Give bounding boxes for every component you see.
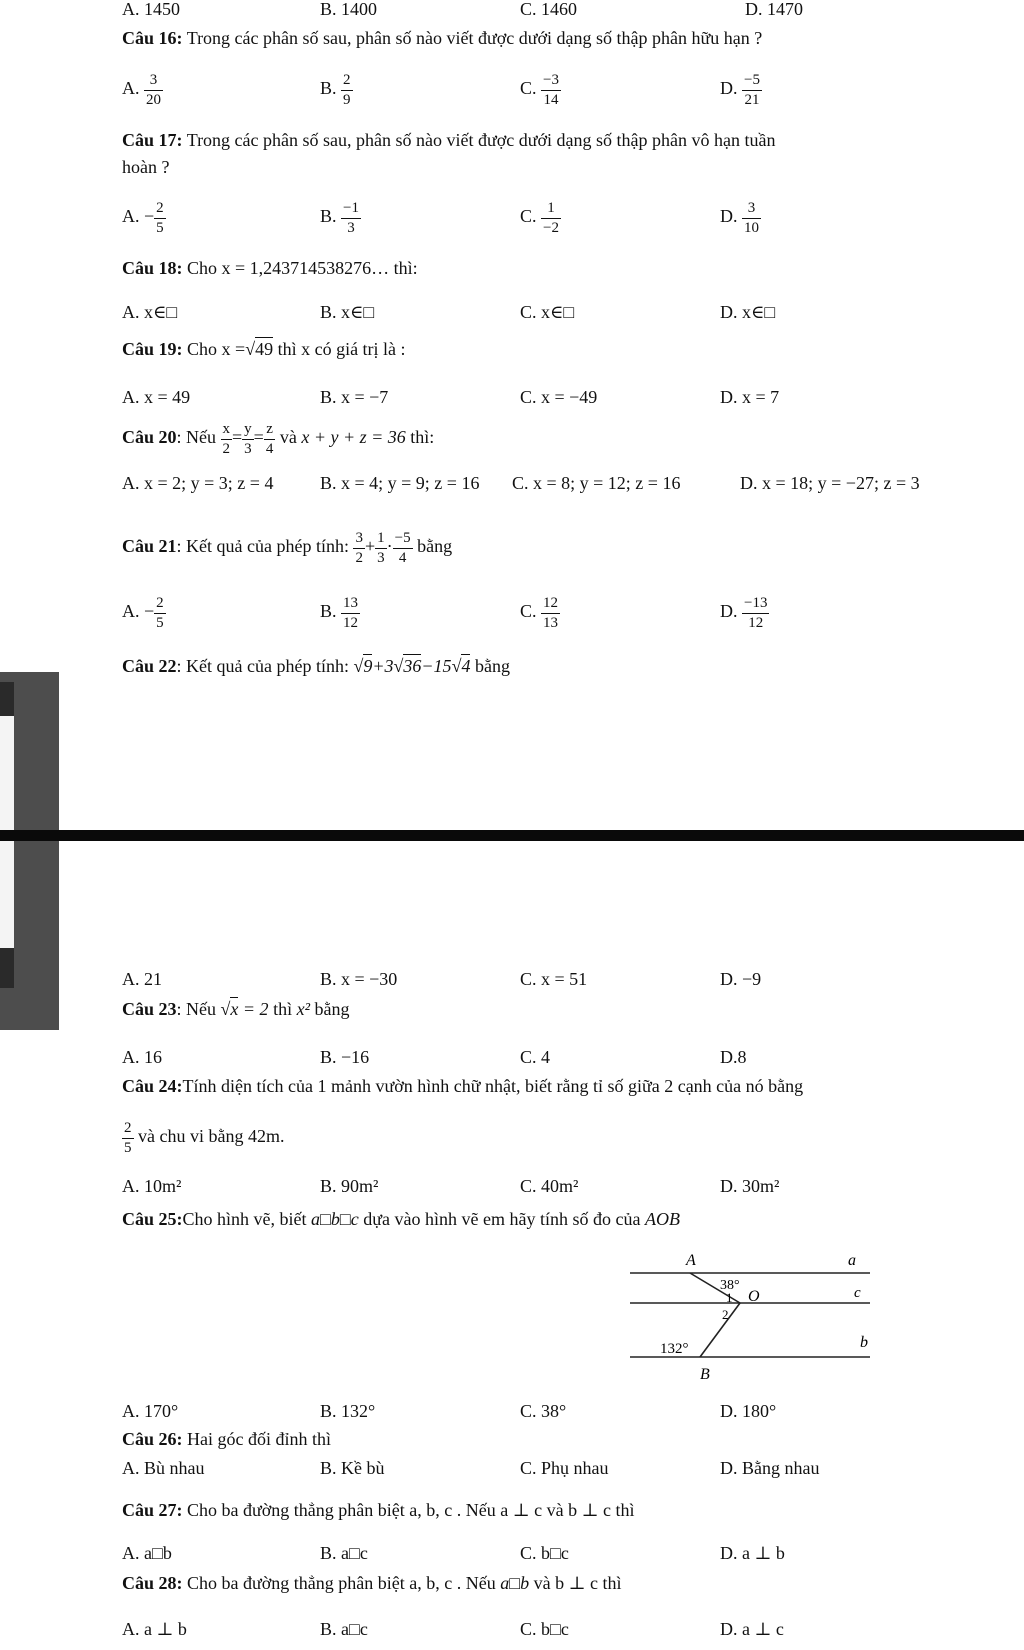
label-angle-2: 2	[722, 1307, 729, 1322]
q17-option-d: D. $\frac{3}{10}$	[720, 200, 759, 236]
question-23: Câu 23: Nếu √x = 2 thì x² bằng	[122, 999, 350, 1019]
q16-option-a: A. $\frac{3}{20}$	[122, 72, 161, 108]
q24-option-d: D. 30m²	[720, 1176, 780, 1196]
q24-option-b: B. 90m²	[320, 1176, 379, 1196]
top-option-d: D. 1470	[745, 0, 803, 19]
q26-option-c: C. Phụ nhau	[520, 1458, 609, 1478]
q18-option-a: A. x∈□	[122, 302, 178, 322]
q17-option-c: C. $\frac{1}{-2}$	[520, 200, 559, 236]
label-O: O	[748, 1288, 760, 1305]
question-17: Câu 17: Trong các phân số sau, phân số nào viết được dưới dạng số thập phân vô hạn tuần	[122, 130, 776, 150]
q20-option-b: B. x = 4; y = 9; z = 16	[320, 473, 480, 493]
q18-option-d: D. x∈□	[720, 302, 776, 322]
side-panel-strip	[0, 716, 14, 968]
top-option-c: C. 1460	[520, 0, 578, 19]
q27-option-b: B. a□c	[320, 1543, 368, 1563]
question-24-line2: $\frac{2}{5}$ và chu vi bằng 42m.	[124, 1120, 285, 1156]
q19-option-a: A. x = 49	[122, 387, 191, 407]
q25-option-b: B. 132°	[320, 1401, 376, 1421]
q25-option-c: C. 38°	[520, 1401, 567, 1421]
label-b: b	[860, 1334, 868, 1351]
q18-option-b: B. x∈□	[320, 302, 375, 322]
q22-option-a: A. 21	[122, 969, 162, 989]
q28-option-d: D. a ⊥ c	[720, 1619, 784, 1639]
question-26: Câu 26: Hai góc đối đỉnh thì	[122, 1429, 331, 1449]
parallel-lines-figure	[620, 1245, 880, 1385]
q23-option-b: B. −16	[320, 1047, 370, 1067]
q19-option-d: D. x = 7	[720, 387, 780, 407]
question-16	[122, 29, 762, 47]
question-label: Câu 16:	[122, 28, 183, 48]
q21-option-a: A. − $\frac{2}{5}$	[122, 595, 164, 631]
q17-option-a: A. − $\frac{2}{5}$	[122, 200, 164, 236]
q19-option-c: C. x = −49	[520, 387, 598, 407]
q21-option-d: D. $\frac{-13}{12}$	[720, 595, 768, 631]
q23-option-c: C. 4	[520, 1047, 551, 1067]
q22-option-b: B. x = −30	[320, 969, 398, 989]
q28-option-b: B. a□c	[320, 1619, 368, 1639]
q16-option-d: D. $\frac{-5}{21}$	[720, 72, 760, 108]
question-19: Câu 19: Cho x =√49 thì x có giá trị là :	[122, 339, 406, 359]
question-24: Câu 24:Tính diện tích của 1 mảnh vườn hình chữ nhật, biết rằng tỉ số giữa 2 cạnh của nó bằng	[122, 1076, 804, 1096]
label-angle-132: 132°	[660, 1341, 689, 1357]
q27-option-c: C. b□c	[520, 1543, 569, 1563]
question-20: Câu 20: Nếu $\frac{x}{2}$ = $\frac{y}{3}$ = $\frac{z}{4}$ và x + y + z = 36 thì:	[122, 421, 435, 457]
q24-option-c: C. 40m²	[520, 1176, 579, 1196]
q24-option-a: A. 10m²	[122, 1176, 182, 1196]
q25-option-a: A. 170°	[122, 1401, 179, 1421]
q23-option-d: D.8	[720, 1047, 747, 1067]
q16-option-c: C. $\frac{-3}{14}$	[520, 72, 559, 108]
q19-option-b: B. x = −7	[320, 387, 389, 407]
label-A: A	[686, 1252, 696, 1269]
q20-option-a: A. x = 2; y = 3; z = 4	[122, 473, 274, 493]
page-divider-bar	[0, 830, 1024, 841]
label-B: B	[700, 1366, 710, 1383]
q27-option-a: A. a□b	[122, 1543, 172, 1563]
question-21: Câu 21: Kết quả của phép tính: $\frac{3}{2}$ + $\frac{1}{3}$ · $\frac{-5}{4}$ bằng	[122, 530, 453, 566]
q22-option-d: D. −9	[720, 969, 762, 989]
q22-option-c: C. x = 51	[520, 969, 588, 989]
q20-option-d: D. x = 18; y = −27; z = 3	[740, 473, 920, 493]
top-option-a: A. 1450	[122, 0, 180, 19]
q28-option-c: C. b□c	[520, 1619, 569, 1639]
question-17-line2: hoàn ?	[122, 157, 170, 177]
q21-option-b: B. $\frac{13}{12}$	[320, 595, 359, 631]
q23-option-a: A. 16	[122, 1047, 162, 1067]
question-22: Câu 22: Kết quả của phép tính: √9+3√36−15√4 bằng	[122, 656, 510, 676]
q26-option-d: D. Bằng nhau	[720, 1458, 820, 1478]
q16-option-b: B. $\frac{2}{9}$	[320, 72, 351, 108]
label-a: a	[848, 1252, 856, 1269]
question-text: Trong các phân số sau, phân số nào viết được dưới dạng số thập phân hữu hạn ?	[186, 28, 763, 48]
q26-option-a: A. Bù nhau	[122, 1458, 205, 1478]
question-27: Câu 27: Cho ba đường thẳng phân biệt a, b, c . Nếu a ⊥ c và b ⊥ c thì	[122, 1500, 635, 1520]
q21-option-c: C. $\frac{12}{13}$	[520, 595, 559, 631]
q25-option-d: D. 180°	[720, 1401, 777, 1421]
q27-option-d: D. a ⊥ b	[720, 1543, 785, 1563]
q18-option-c: C. x∈□	[520, 302, 575, 322]
q26-option-b: B. Kề bù	[320, 1458, 385, 1478]
side-panel-block-bottom	[0, 948, 14, 988]
q17-option-b: B. $\frac{-1}{3}$	[320, 200, 359, 236]
top-option-b: B. 1400	[320, 0, 378, 19]
question-28: Câu 28: Cho ba đường thẳng phân biệt a, b, c . Nếu a□b và b ⊥ c thì	[122, 1573, 622, 1593]
label-angle-38: 38°	[720, 1278, 740, 1293]
question-25: Câu 25:Cho hình vẽ, biết a□b□c dựa vào hình vẽ em hãy tính số đo của AOB	[122, 1209, 680, 1229]
label-angle-1: 1	[726, 1290, 733, 1305]
label-c: c	[854, 1285, 861, 1301]
question-18: Câu 18: Cho x = 1,243714538276… thì:	[122, 258, 418, 278]
segment-ob	[700, 1303, 740, 1357]
q28-option-a: A. a ⊥ b	[122, 1619, 187, 1639]
q20-option-c: C. x = 8; y = 12; z = 16	[512, 473, 681, 493]
